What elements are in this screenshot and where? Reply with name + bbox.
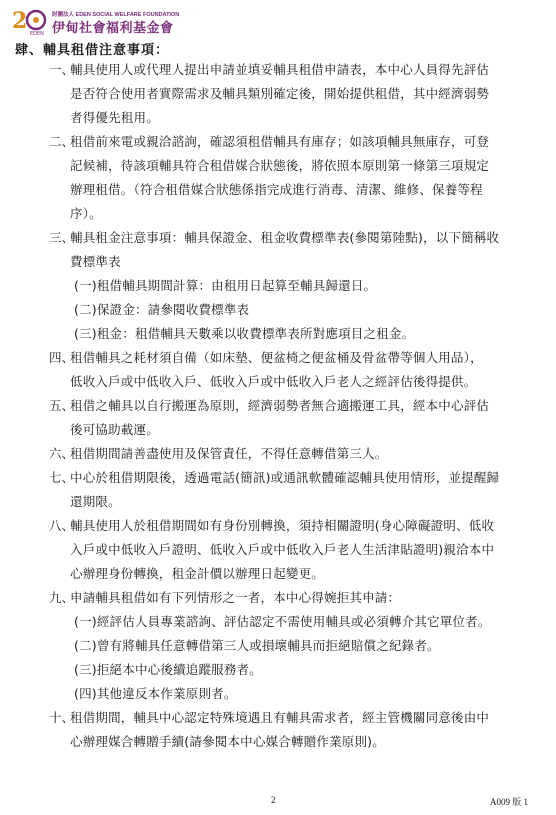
item-number: 一、 — [49, 62, 75, 77]
notice-item — [0, 514, 556, 586]
header — [12, 6, 262, 36]
item-text-line: 辦理租借。（符合租借媒合狀態係指完成進行消毒、清潔、維修、保養等程 — [70, 182, 483, 197]
notice-item — [0, 346, 556, 394]
item-number: 九、 — [49, 590, 75, 605]
item-number: 六、 — [49, 446, 75, 461]
svg-text:2: 2 — [12, 8, 28, 34]
item-text-line: 租借前來電或親洽諮詢，確認須租借輔具有庫存；如該項輔具無庫存，可登 — [70, 134, 490, 149]
item-number: 十、 — [49, 710, 75, 725]
section-title: 肆、輔具租借注意事項： — [15, 43, 170, 58]
sub-item: (三)租金：租借輔具天數乘以收費標準表所對應項目之租金。 — [74, 326, 415, 341]
item-number: 八、 — [49, 518, 75, 533]
org-name: 伊甸社會福利基金會 — [52, 21, 174, 36]
item-text-line: 還期限。 — [70, 494, 121, 509]
item-text-line: 租借輔具之耗材須自備（如床墊、便盆椅之便盆桶及骨盆帶等個人用品）， — [70, 350, 483, 365]
notice-item — [0, 586, 556, 706]
document-code: A009 版 1 — [490, 797, 528, 807]
item-number: 七、 — [49, 470, 75, 485]
item-number: 二、 — [49, 134, 75, 149]
notice-item — [0, 466, 556, 514]
item-text-line: 者得優先租用。 — [70, 110, 159, 125]
item-text-line: 記候補，待該項輔具符合租借媒合狀態後，將依照本原則第一條第三項規定 — [70, 158, 490, 173]
item-text-line: 輔具使用人於租借期間如有身份別轉換，須持相關證明(身心障礙證明、低收 — [70, 518, 495, 533]
item-text-line: 心辦理身份轉換，租金計價以辦理日起變更。 — [70, 566, 325, 581]
item-number: 三、 — [49, 230, 75, 245]
notice-list — [0, 58, 556, 754]
item-text-line: 是否符合使用者實際需求及輔具類別確定後，開始提供租借，其中經濟弱勢 — [70, 86, 490, 101]
sub-item: (四)其他違反本作業原則者。 — [74, 686, 237, 701]
page-number: 2 — [271, 795, 276, 805]
notice-item — [0, 58, 556, 130]
item-text-line: 費標準表 — [70, 254, 121, 269]
sub-item: (一)租借輔具期間計算：由租用日起算至輔具歸還日。 — [74, 278, 377, 293]
notice-item — [0, 706, 556, 754]
item-text-line: 輔具使用人或代理人提出申請並填妥輔具租借申請表，本中心人員得先評估 — [70, 62, 490, 77]
sub-item: (二)保證金：請參閱收費標準表 — [74, 302, 250, 317]
sub-item: (一)經評估人員專業諮詢、評估認定不需使用輔具或必須轉介其它單位者。 — [74, 614, 491, 629]
notice-item — [0, 394, 556, 442]
item-number: 四、 — [49, 350, 75, 365]
item-text-line: 低收入戶或中低收入戶、低收入戶或中低收入戶老人之經評估後得提供。 — [70, 374, 477, 389]
item-text-line: 租借期間，輔具中心認定特殊境遇且有輔具需求者，經主管機關同意後由中 — [70, 710, 490, 725]
notice-item — [0, 130, 556, 226]
item-text-line: 租借期間請善盡使用及保管責任，不得任意轉借第三人。 — [70, 446, 388, 461]
svg-text:EDEN: EDEN — [30, 31, 44, 36]
item-text-line: 入戶或中低收入戶證明、低收入戶或中低收入戶老人生活津貼證明)親洽本中 — [70, 542, 495, 557]
org-english-name: 財團法人 EDEN SOCIAL WELFARE FOUNDATION — [52, 12, 180, 18]
item-text-line: 序）。 — [70, 206, 102, 221]
foundation-logo-icon — [12, 6, 48, 36]
notice-item — [0, 226, 556, 346]
item-number: 五、 — [49, 398, 75, 413]
item-text-line: 申請輔具租借如有下列情形之一者，本中心得婉拒其申請： — [70, 590, 401, 605]
item-text-line: 租借之輔具以自行搬運為原則，經濟弱勢者無合適搬運工具，經本中心評估 — [70, 398, 490, 413]
sub-item: (三)拒絕本中心後續追蹤服務者。 — [74, 662, 262, 677]
item-text-line: 輔具租金注意事項：輔具保證金、租金收費標準表(參閱第陸點)，以下簡稱收 — [70, 230, 500, 245]
item-text-line: 心辦理媒合轉贈手續(請參閱本中心媒合轉贈作業原則)。 — [70, 734, 385, 749]
notice-item — [0, 442, 556, 466]
sub-item: (二)曾有將輔具任意轉借第三人或損壞輔具而拒絕賠償之紀錄者。 — [74, 638, 440, 653]
item-text-line: 後可協助載運。 — [70, 422, 159, 437]
item-text-line: 中心於租借期限後，透過電話(簡訊)或通訊軟體確認輔具使用情形，並提醒歸 — [70, 470, 500, 485]
